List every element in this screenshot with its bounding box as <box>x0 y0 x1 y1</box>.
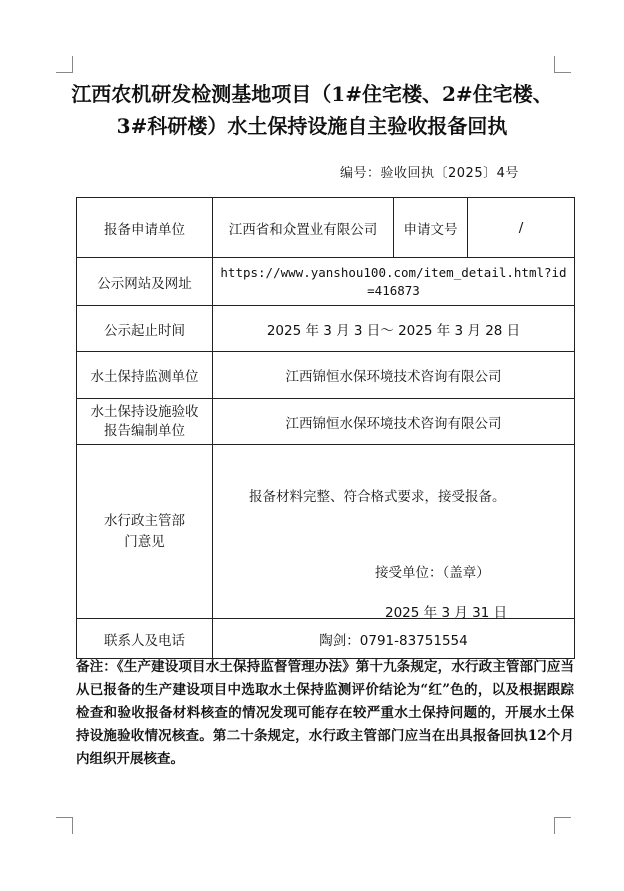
corner-mark-top-left <box>56 56 73 73</box>
opinion-text: 报备材料完整、符合格式要求，接受报备。 <box>249 489 506 505</box>
table-row <box>77 619 575 659</box>
table-row <box>77 352 575 399</box>
applicant-value: 江西省和众置业有限公司 <box>213 198 394 258</box>
website-label: 公示网站及网址 <box>77 258 213 306</box>
title-line-2: 3#科研楼）水土保持设施自主验收报备回执 <box>116 114 508 138</box>
corner-mark-bottom-right <box>554 817 571 834</box>
corner-mark-top-right <box>554 56 571 73</box>
opinion-cell <box>213 445 575 619</box>
contact-value: 陶剑：0791-83751554 <box>213 619 575 659</box>
doc-no-label: 申请文号 <box>394 198 468 258</box>
report-value: 江西锦恒水保环境技术咨询有限公司 <box>213 399 575 445</box>
monitor-value: 江西锦恒水保环境技术咨询有限公司 <box>213 352 575 399</box>
doc-no-value: / <box>468 198 575 258</box>
remarks-note: 备注：《生产建设项目水土保持监督管理办法》第十九条规定，水行政主管部门应当从已报备的生产建设项目中选取水土保持监测评价结论为“红”色的，以及根据跟踪检查和验收报备材料核查的情况发现可能存在较严重水土保持问题的，开展水土保持设施验收情况核查。第二十条规定，水行政主管部门应当在出具报备回执12个月内组织开展核查。 <box>76 659 574 767</box>
filing-table <box>76 197 575 659</box>
title-line-1: 江西农机研发检测基地项目（1#住宅楼、2#住宅楼、 <box>71 82 553 106</box>
table-row <box>77 258 575 306</box>
period-value: 2025 年 3 月 3 日～ 2025 年 3 月 28 日 <box>213 306 575 352</box>
opinion-label: 水行政主管部门意见 <box>77 445 213 619</box>
report-label: 水土保持设施验收报告编制单位 <box>77 399 213 445</box>
table-row <box>77 445 575 619</box>
monitor-label: 水土保持监测单位 <box>77 352 213 399</box>
applicant-label: 报备申请单位 <box>77 198 213 258</box>
table-row <box>77 399 575 445</box>
website-value: https://www.yanshou100.com/item_detail.html?id=416873 <box>213 258 575 306</box>
corner-mark-bottom-left <box>56 817 73 834</box>
opinion-unit: 接受单位：（盖章） <box>375 565 490 581</box>
document-number: 编号：验收回执〔2025〕4号 <box>340 166 519 181</box>
contact-label: 联系人及电话 <box>77 619 213 659</box>
document-title <box>60 78 564 142</box>
opinion-date: 2025 年 3 月 31 日 <box>385 605 508 621</box>
period-label: 公示起止时间 <box>77 306 213 352</box>
table-row <box>77 198 575 258</box>
table-row <box>77 306 575 352</box>
